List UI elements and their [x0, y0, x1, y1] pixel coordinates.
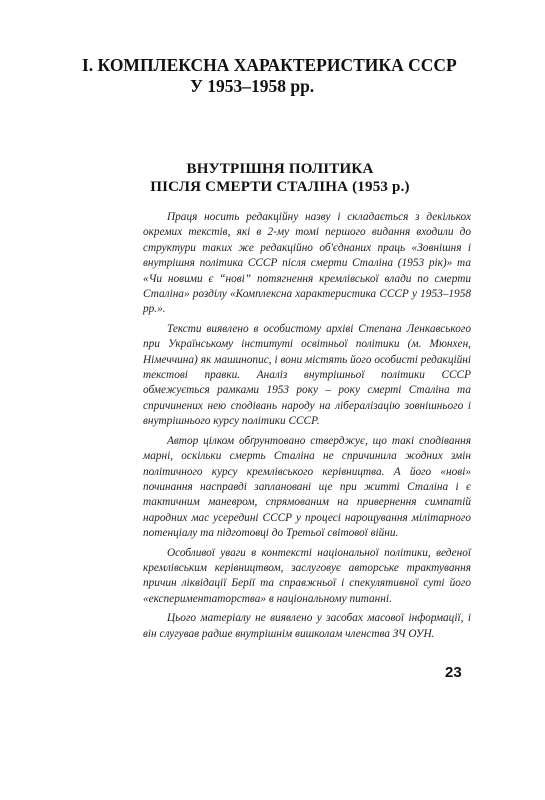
paragraph: Особливої уваги в контексті національної політики, веденої кремлівським керівництвом, заслуговує авторське трактування причин ліквідації Берії та справжньої і спекулятивної суті його «експериментаторства» в національному питанні. — [143, 546, 471, 605]
section-title — [130, 160, 430, 196]
paragraph: Тексти виявлено в особистому архіві Степана Ленкавського при Українському інституті освітньої політики (м. Мюнхен, Німеччина) як машинопис, і вони містять його особисті редакційні текстові правки. Аналіз внутрішньої політики СССР обмежується рамками 1953 року – року смерті Сталіна та спричинених нею сподівань народу на лібералізацію зовнішнього і внутрішнього курсу політики СССР. — [143, 322, 471, 428]
paragraph: Цього матеріалу не виявлено у засобах масової інформації, і він слугував радше внутрішнім вишколам членства ЗЧ ОУН. — [143, 612, 471, 640]
paragraph: Автор цілком обґрунтовано стверджує, що такі сподівання марні, оскільки смерть Сталіна не спричинила жодних змін політичного курсу кремлівського керівництва. А його «нові» починання насправді заплановані ще при житті Сталіна і є тактичним маневром, спрямованим на привернення симпатій народних мас усередині СССР у процесі нарощування мілітарного потенціалу та підготовці до Третьої світової війни. — [143, 434, 471, 540]
chapter-title — [82, 55, 462, 97]
section-title-line-1: ВНУТРІШНЯ ПОЛІТИКА — [186, 161, 374, 177]
paragraph: Праця носить редакційну назву і складається з декількох окремих текстів, які в 2-му томі першого видання входили до структури таких же редакційно об'єднаних праць «Зовнішня і внутрішня політика СССР після смерти Сталіна (1953 рік)» та «Чи новими є “нові” потягнення кремлівської влади по смерти Сталіна» розділу «Комплексна характеристика СССР у 1953–1958 рр.». — [143, 211, 471, 316]
body-text — [143, 210, 471, 646]
page-number: 23 — [445, 664, 462, 681]
chapter-title-line-1: І. КОМПЛЕКСНА ХАРАКТЕРИСТИКА СССР — [82, 55, 457, 75]
section-title-line-2: ПІСЛЯ СМЕРТИ СТАЛІНА (1953 р.) — [150, 179, 410, 195]
chapter-title-line-2: У 1953–1958 рр. — [190, 76, 315, 96]
